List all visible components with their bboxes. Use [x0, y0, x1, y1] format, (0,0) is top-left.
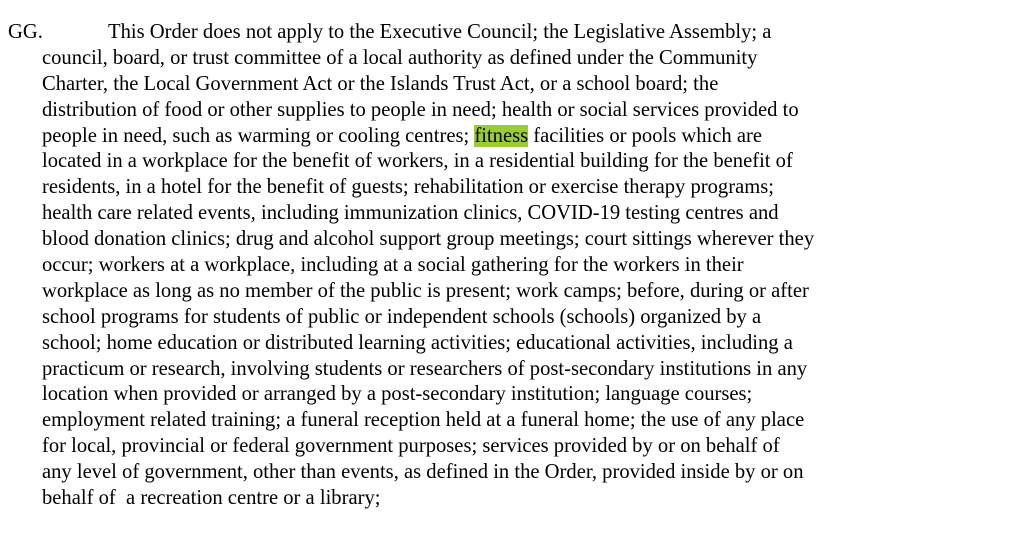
- text-line: distribution of food or other supplies to people in need; health or social services provided to: [42, 98, 799, 121]
- text-line: blood donation clinics; drug and alcohol support group meetings; court sittings wherever they: [42, 228, 815, 251]
- text-line: school; home education or distributed learning activities; educational activities, including a: [42, 331, 793, 354]
- search-highlight: fitness: [474, 124, 529, 147]
- text-line: location when provided or arranged by a post-secondary institution; language courses;: [42, 383, 753, 406]
- text-line: school programs for students of public or independent schools (schools) organized by a: [42, 305, 762, 328]
- text-line: council, board, or trust committee of a local authority as defined under the Community: [42, 46, 758, 69]
- text-line: health care related events, including immunization clinics, COVID-19 testing centres and: [42, 202, 779, 225]
- text-line: Charter, the Local Government Act or the Islands Trust Act, or a school board; the: [42, 72, 719, 95]
- text-line-with-highlight: [42, 124, 1022, 150]
- text-line: practicum or research, involving students or researchers of post-secondary institutions in any: [42, 357, 808, 380]
- text-line: any level of government, other than events, as defined in the Order, provided inside by or on: [42, 461, 804, 484]
- text-line: for local, provincial or federal government purposes; services provided by or on behalf of: [42, 435, 780, 458]
- text-segment: facilities or pools which are: [528, 124, 763, 147]
- text-line: located in a workplace for the benefit of workers, in a residential building for the benefit of: [42, 150, 793, 173]
- clause-label: GG.: [8, 21, 43, 43]
- text-line: This Order does not apply to the Executive Council; the Legislative Assembly; a: [108, 21, 772, 43]
- text-line: occur; workers at a workplace, including at a social gathering for the workers in their: [42, 254, 744, 277]
- text-segment: people in need, such as warming or cooling centres;: [42, 124, 475, 147]
- text-line: behalf of a recreation centre or a library;: [42, 487, 381, 510]
- clause-body: [42, 20, 1022, 512]
- text-line: residents, in a hotel for the benefit of guests; rehabilitation or exercise therapy programs;: [42, 176, 774, 199]
- text-line: workplace as long as no member of the public is present; work camps; before, during or after: [42, 279, 809, 302]
- text-line: employment related training; a funeral reception held at a funeral home; the use of any place: [42, 409, 805, 432]
